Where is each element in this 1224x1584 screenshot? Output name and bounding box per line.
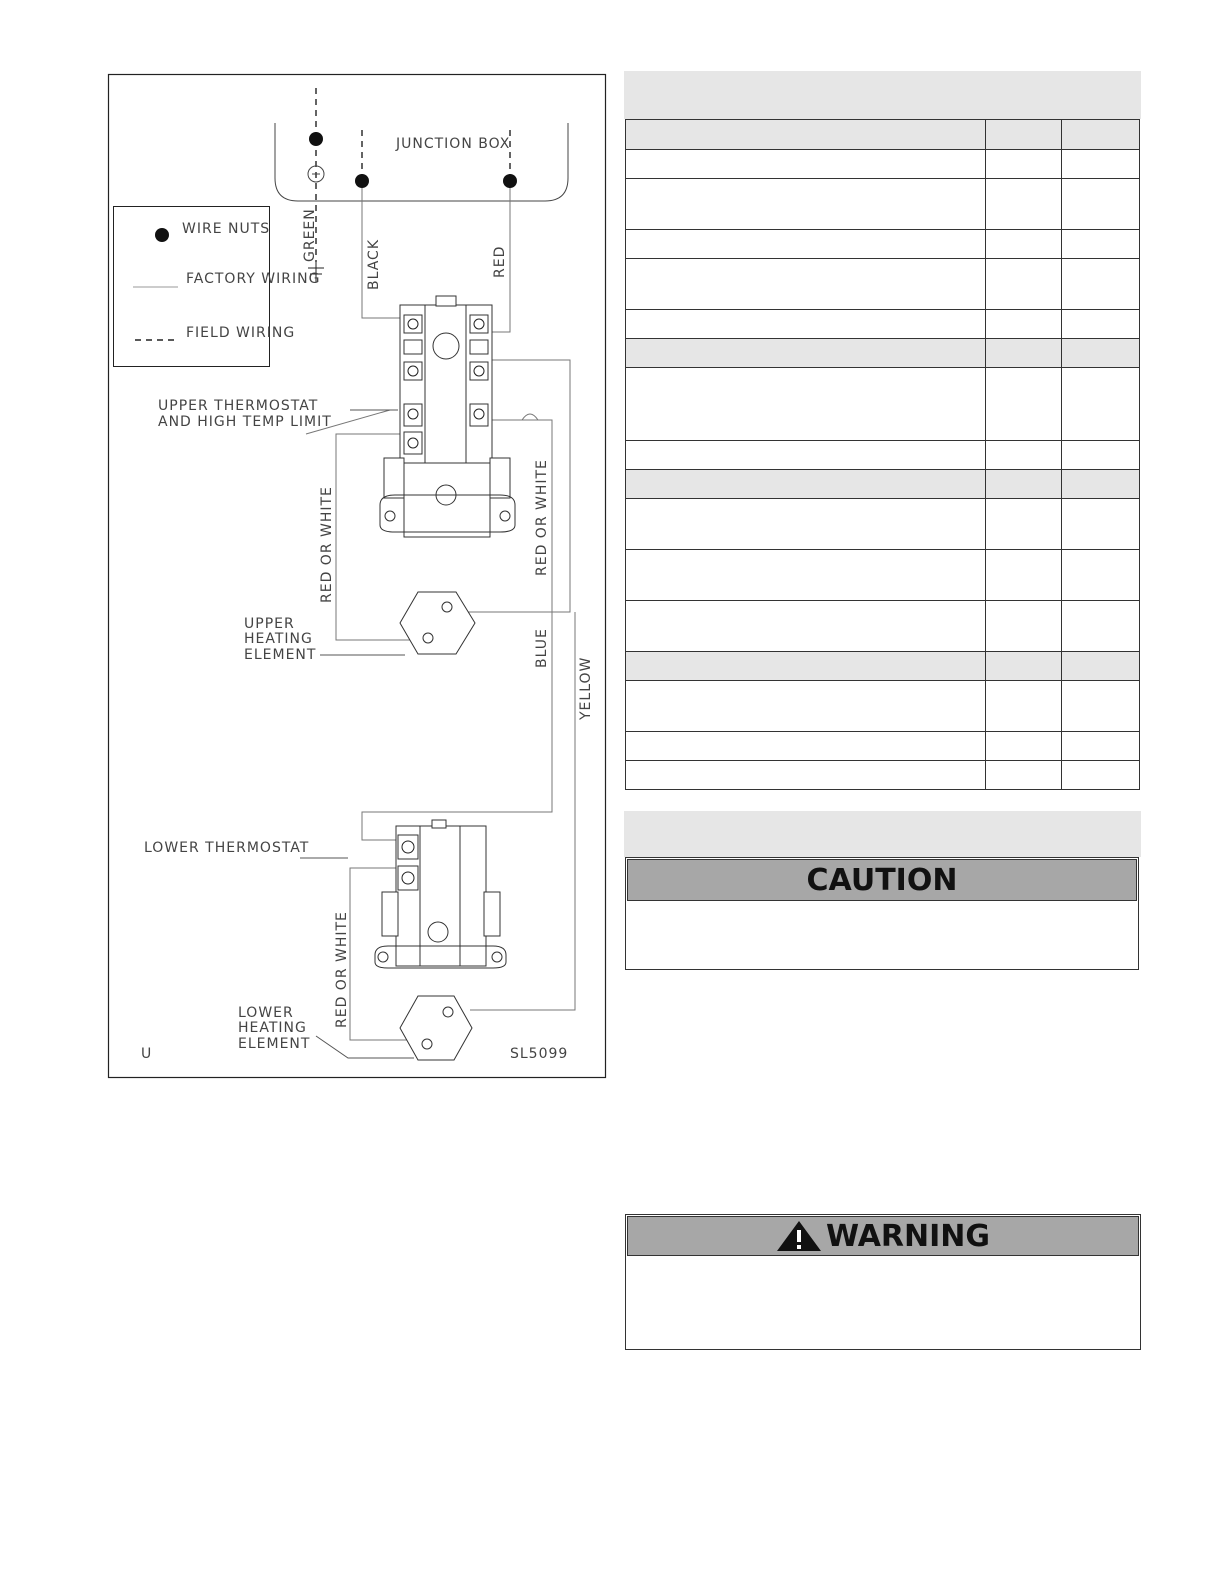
corner-mark: U [141, 1046, 153, 1062]
table-row [626, 499, 1140, 550]
wire-nut-black [355, 174, 369, 188]
field-wiring [316, 88, 510, 262]
table-title-band [624, 71, 1141, 119]
table-row [626, 732, 1140, 761]
lower-heating-element-label-2: HEATING [238, 1020, 307, 1036]
table-row [626, 601, 1140, 652]
wire-label-red-or-white-upper-right: RED OR WHITE [534, 459, 550, 576]
upper-heating-element-label-2: HEATING [244, 631, 313, 647]
lower-heating-element-label-1: LOWER [238, 1005, 294, 1021]
lower-thermostat [375, 820, 506, 968]
table-row [626, 230, 1140, 259]
lower-thermostat-label: LOWER THERMOSTAT [144, 840, 310, 856]
warning-banner [627, 1216, 1139, 1256]
legend-factory-wiring: FACTORY WIRING [186, 271, 321, 287]
upper-heating-element-label-1: UPPER [244, 616, 295, 632]
upper-heating-element-label-3: ELEMENT [244, 647, 317, 663]
table-row [626, 150, 1140, 179]
upper-heating-element [400, 592, 475, 654]
caution-section [624, 811, 1141, 970]
upper-thermostat-label-1: UPPER THERMOSTAT [158, 398, 319, 414]
drawing-number: SL5099 [510, 1046, 569, 1062]
wire-label-red-or-white-upper-left: RED OR WHITE [319, 486, 335, 603]
table-row [626, 179, 1140, 230]
table-row [626, 259, 1140, 310]
wire-label-blue: BLUE [534, 628, 550, 668]
wiring-diagram [0, 0, 620, 1090]
table-row [626, 310, 1140, 339]
table-section-row [626, 470, 1140, 499]
wire-label-green: GREEN [302, 208, 318, 262]
wire-label-black: BLACK [366, 238, 382, 290]
table-row [626, 368, 1140, 441]
table-section-row [626, 339, 1140, 368]
junction-box-label: JUNCTION BOX [396, 136, 511, 152]
wire-nut-red [503, 174, 517, 188]
warning-title: WARNING [825, 1218, 991, 1254]
spec-table-section [624, 71, 1141, 790]
lower-heating-element [400, 996, 472, 1060]
spec-table [625, 119, 1140, 790]
caution-title: CAUTION [627, 859, 1137, 901]
table-row [626, 550, 1140, 601]
wire-label-red-or-white-lower: RED OR WHITE [334, 911, 350, 1028]
table-row [626, 681, 1140, 732]
warning-triangle-icon [776, 1220, 822, 1252]
caution-section-band [624, 811, 1141, 857]
wire-label-yellow: YELLOW [578, 656, 594, 720]
table-row [626, 441, 1140, 470]
table-header-row [626, 120, 1140, 150]
legend-wire-nuts: WIRE NUTS [182, 221, 271, 237]
legend-field-wiring: FIELD WIRING [186, 325, 296, 341]
lower-heating-element-label-3: ELEMENT [238, 1036, 311, 1052]
table-row [626, 761, 1140, 790]
wire-nut-ground [309, 132, 323, 146]
upper-thermostat-label-2: AND HIGH TEMP LIMIT [158, 414, 332, 430]
wire-label-red: RED [492, 245, 508, 278]
legend-wire-nut-icon [155, 228, 169, 242]
table-section-row [626, 652, 1140, 681]
caution-box [625, 857, 1139, 970]
warning-box [625, 1214, 1141, 1350]
